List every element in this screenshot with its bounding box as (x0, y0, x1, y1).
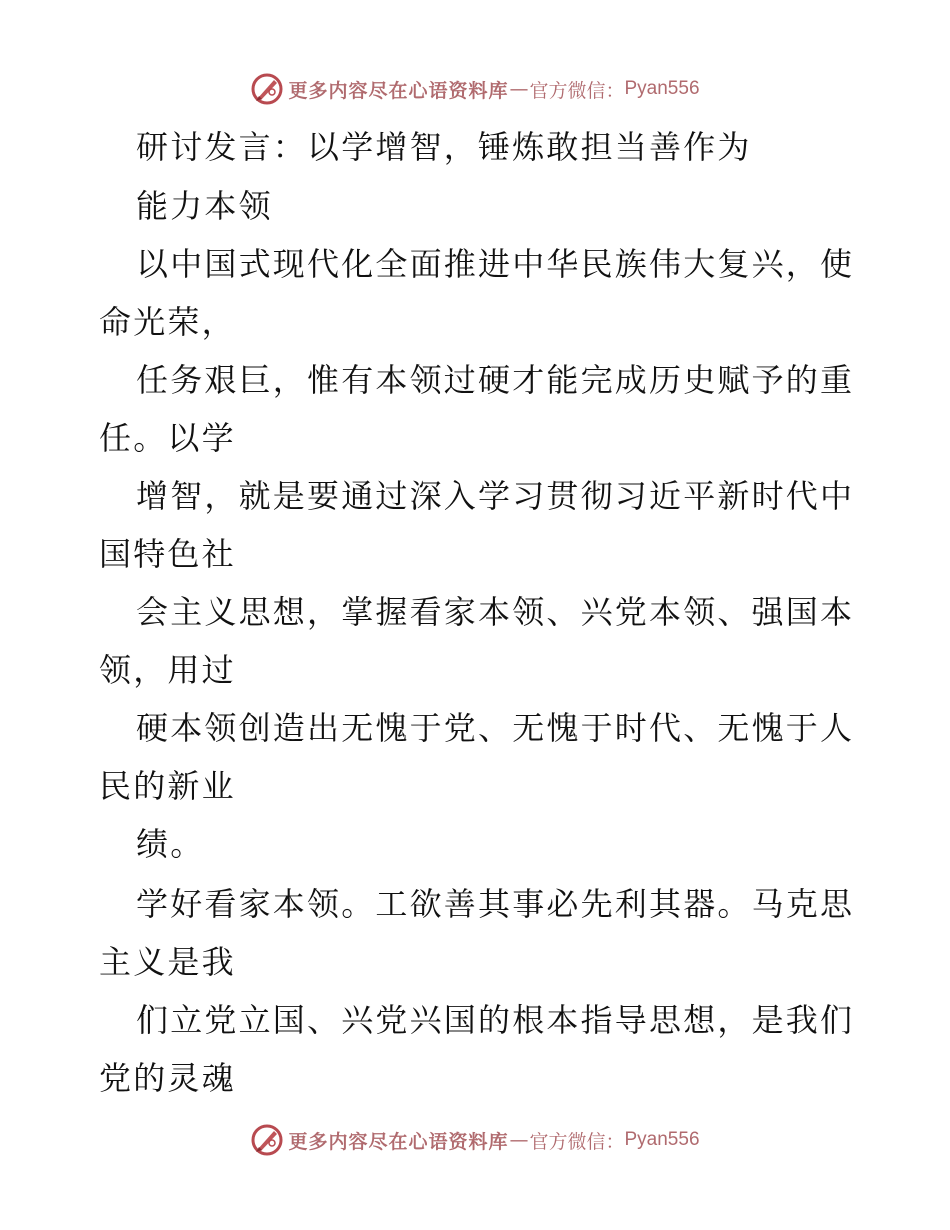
banner-wechat-id: Pyan556 (624, 78, 700, 99)
text-line: 任。以学 (99, 419, 236, 457)
text-line: 国特色社 (99, 535, 236, 573)
text-line: 党的灵魂 (99, 1059, 236, 1097)
footer-banner (0, 1120, 950, 1160)
text-line: 会主义思想，掌握看家本领、兴党本领、强国本 (136, 593, 855, 631)
text-line: 民的新业 (99, 767, 236, 805)
banner-wechat-label: 官方微信： (529, 1130, 625, 1153)
banner-slogan: 更多内容尽在心语资料库 (288, 1130, 509, 1153)
text-line: 学好看家本领。工欲善其事必先利其器。马克思 (136, 885, 855, 923)
text-line: 硬本领创造出无愧于党、无愧于时代、无愧于人 (136, 709, 855, 747)
text-line: 以中国式现代化全面推进中华民族伟大复兴，使 (136, 245, 855, 283)
text-line: 任务艰巨，惟有本领过硬才能完成历史赋予的重 (136, 361, 855, 399)
logo-icon (250, 1123, 284, 1157)
document-title: 研讨发言：以学增智，锤炼敢担当善作为 (136, 128, 752, 166)
text-line: 们立党立国、兴党兴国的根本指导思想，是我们 (136, 1001, 855, 1039)
banner-separator: — (509, 1129, 529, 1151)
banner-slogan: 更多内容尽在心语资料库 (288, 79, 509, 102)
text-line: 绩。 (136, 825, 205, 863)
banner-wechat-id: Pyan556 (624, 1129, 700, 1150)
text-line: 命光荣， (99, 303, 236, 341)
banner-separator: — (509, 78, 529, 100)
text-line: 领，用过 (99, 651, 236, 689)
document-title-cont: 能力本领 (136, 187, 273, 225)
text-line: 主义是我 (99, 943, 236, 981)
banner-wechat-label: 官方微信： (529, 79, 625, 102)
text-line: 增智，就是要通过深入学习贯彻习近平新时代中 (136, 477, 855, 515)
